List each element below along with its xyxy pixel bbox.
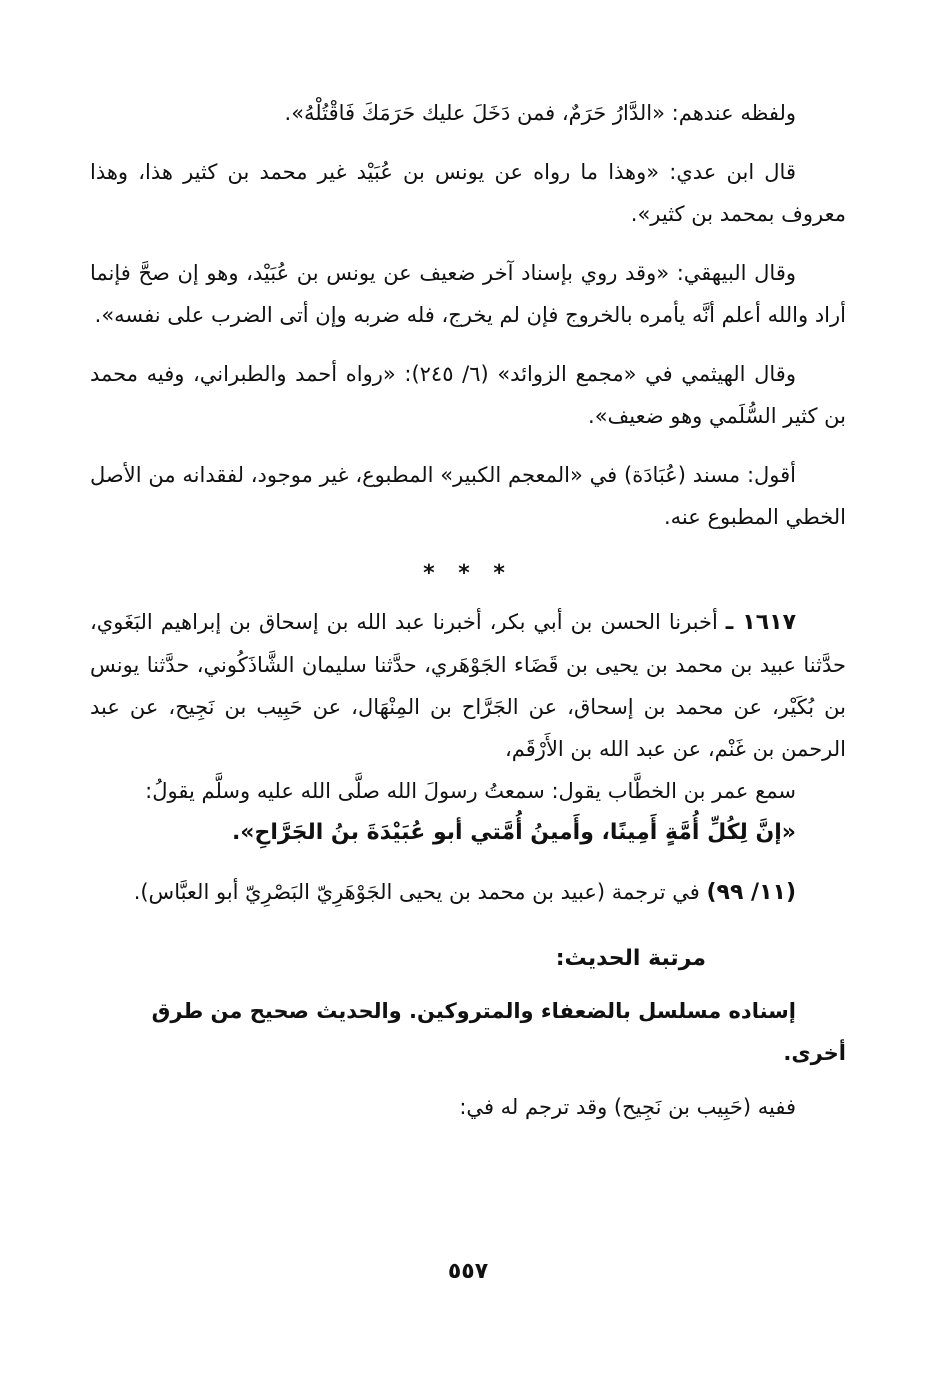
hadith-isnad-paragraph (90, 601, 846, 770)
grading-note: ففيه (حَبِيب بن نَجِيح) وقد ترجم له في: (459, 1095, 796, 1119)
paragraph-haythami: وقال الهيثمي في «مجمع الزوائد» (٦/ ٢٤٥): «رواه أحمد والطبراني، وفيه محمد بن كثير السُّلَمي وهو ضعيف». (90, 362, 846, 428)
paragraph-bayhaqi: وقال البيهقي: «وقد روي بإسناد آخر ضعيف عن يونس بن عُبَيْد، وهو إن صحَّ فإنما أراد والله أعلم أنَّه يأمره بالخروج فإن لم يخرج، فله ضربه وإن أتى الضرب على نفسه». (90, 261, 846, 327)
hadith-number: ١٦١٧ ـ (725, 610, 796, 635)
document-page (90, 92, 846, 1145)
reference-number: (١١/ ٩٩) (706, 880, 796, 905)
hadith-intro: سمع عمر بن الخطَّاب يقول: سمعتُ رسولَ الله صلَّى الله عليه وسلَّم يقولُ: (145, 779, 796, 803)
page-number: ٥٥٧ (447, 1259, 489, 1284)
grading-heading: مرتبة الحديث: (555, 946, 706, 971)
reference-paragraph (90, 871, 846, 914)
hadith-isnad: أخبرنا الحسن بن أبي بكر، أخبرنا عبد الله بن إسحاق بن إبراهيم البَغَوي، حدَّثنا عبيد بن محمد بن يحيى بن قَضَاء الجَوْهَري، حدَّثنا سليمان الشَّاذَكُوني، حدَّثنا يونس بن بُكَيْر، عن محمد بن إسحاق، عن الجَرَّاح بن المِنْهَال، عن حَبِيب بن نَجِيح، عن عبد الرحمن بن غَنْم، عن عبد الله بن الأَرْقَم، (90, 610, 846, 761)
paragraph-author-note: أقول: مسند (عُبَادَة) في «المعجم الكبير» المطبوع، غير موجود، لفقدانه من الأصل الخطي المطبوع عنه. (90, 463, 846, 529)
paragraph-wording: ولفظه عندهم: «الدَّارُ حَرَمٌ، فمن دَخَلَ عليك حَرَمَكَ فَاقْتُلْهُ». (284, 101, 796, 125)
section-separator: * * * (423, 561, 513, 586)
paragraph-ibn-adi: قال ابن عدي: «وهذا ما رواه عن يونس بن عُبَيْد غير محمد بن كثير هذا، وهذا معروف بمحمد بن كثير». (90, 160, 846, 226)
hadith-matn: «إنَّ لِكُلِّ أُمَّةٍ أَمِينًا، وأَمينُ أُمَّتي أبو عُبَيْدَةَ بنُ الجَرَّاحِ». (231, 820, 796, 845)
reference-text: في ترجمة (عبيد بن محمد بن يحيى الجَوْهَرِيّ البَصْرِيّ أبو العبَّاس). (133, 880, 700, 904)
grading-verdict: إسناده مسلسل بالضعفاء والمتروكين. والحديث صحيح من طرق أخرى. (151, 999, 846, 1065)
